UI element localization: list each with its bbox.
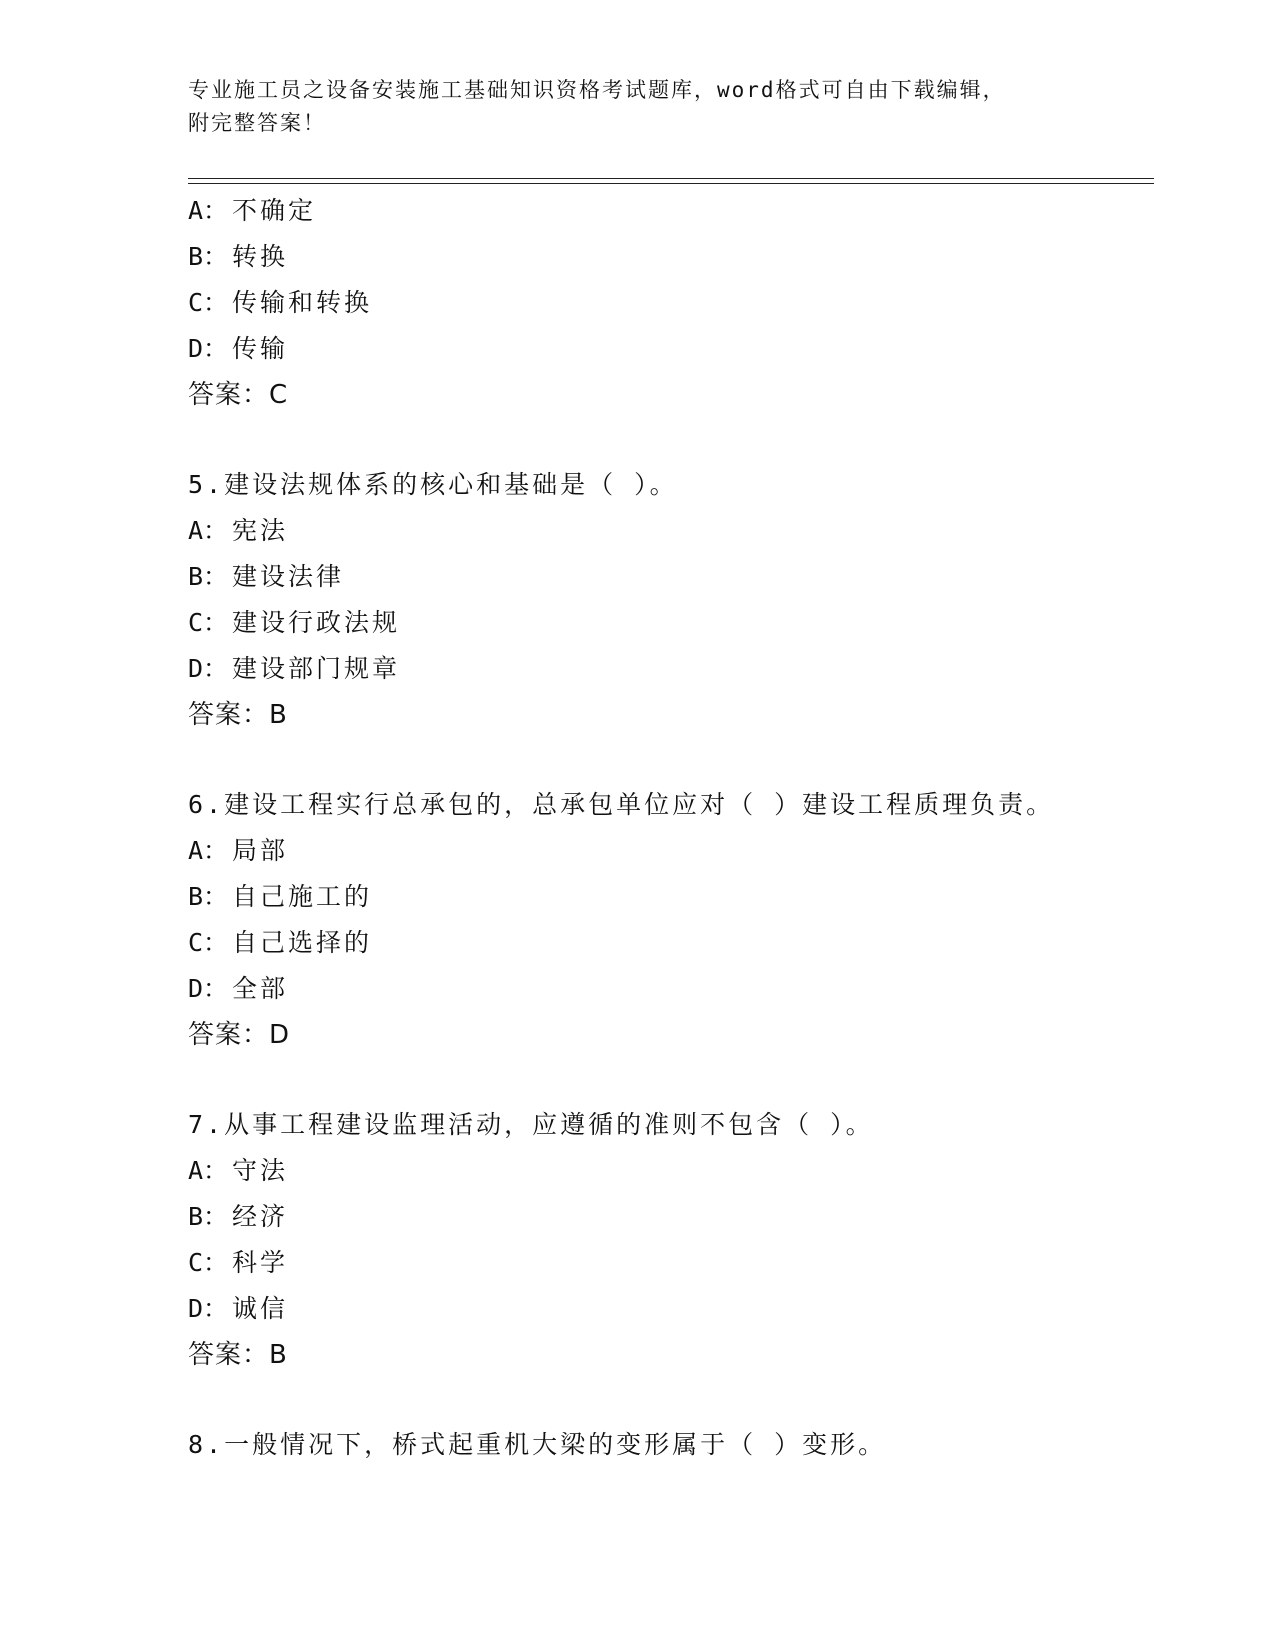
header-rule-bottom <box>188 183 1154 184</box>
option-a: A： 守法 <box>188 1156 289 1185</box>
option-c: C： 建设行政法规 <box>188 608 401 637</box>
question-block-8 <box>188 1422 1148 1468</box>
answer: 答案：B <box>188 1340 288 1370</box>
option-a: A： 局部 <box>188 836 289 865</box>
header-rule-top <box>188 178 1154 179</box>
option-b: B： 建设法律 <box>188 562 345 591</box>
option-c: C： 传输和转换 <box>188 288 373 317</box>
header-line-2: 附完整答案！ <box>188 111 326 135</box>
question-text: 5.建设法规体系的核心和基础是（ ）。 <box>188 470 678 499</box>
header-line-1: 专业施工员之设备安装施工基础知识资格考试题库，word格式可自由下载编辑， <box>188 78 1006 102</box>
answer: 答案：C <box>188 380 289 410</box>
option-c: C： 科学 <box>188 1248 289 1277</box>
document-header <box>188 74 1108 140</box>
question-text: 6.建设工程实行总承包的，总承包单位应对（ ）建设工程质理负责。 <box>188 790 1055 819</box>
question-list <box>188 188 1148 1468</box>
question-block-5 <box>188 462 1148 738</box>
option-b: B： 转换 <box>188 242 289 271</box>
question-block-6 <box>188 782 1148 1058</box>
question-text: 7.从事工程建设监理活动，应遵循的准则不包含（ ）。 <box>188 1110 874 1139</box>
option-d: D： 建设部门规章 <box>188 654 401 683</box>
option-d: D： 全部 <box>188 974 289 1003</box>
answer: 答案：B <box>188 700 288 730</box>
question-block-7 <box>188 1102 1148 1378</box>
option-c: C： 自己选择的 <box>188 928 373 957</box>
option-d: D： 传输 <box>188 334 289 363</box>
answer: 答案：D <box>188 1020 291 1050</box>
option-b: B： 经济 <box>188 1202 289 1231</box>
question-block-4 <box>188 188 1148 418</box>
question-text: 8.一般情况下，桥式起重机大梁的变形属于（ ）变形。 <box>188 1430 887 1459</box>
option-a: A： 不确定 <box>188 196 317 225</box>
option-b: B： 自己施工的 <box>188 882 373 911</box>
option-d: D： 诚信 <box>188 1294 289 1323</box>
option-a: A： 宪法 <box>188 516 289 545</box>
